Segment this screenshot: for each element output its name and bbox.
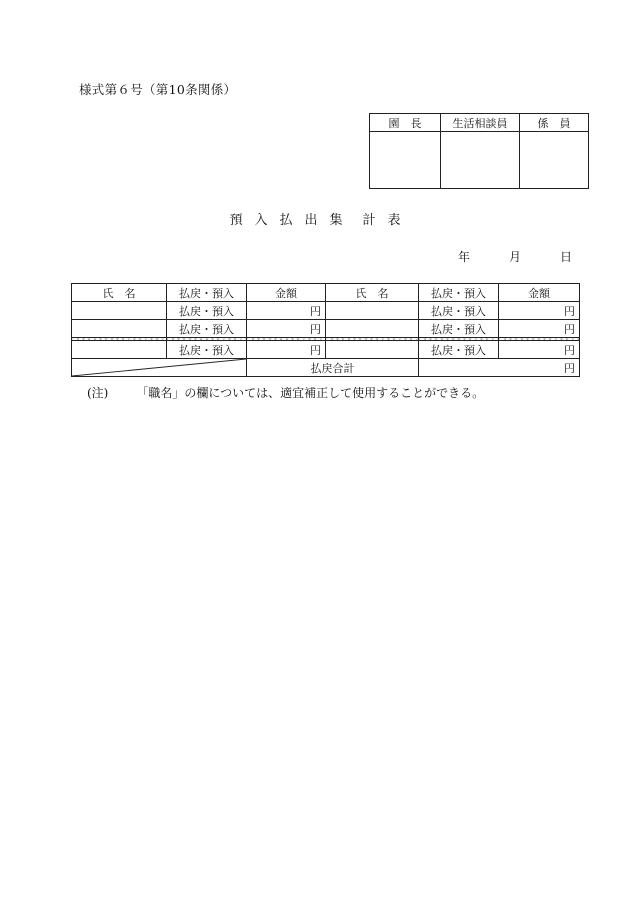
name-cell-left[interactable] [72,341,167,359]
total-label: 払戻合計 [247,359,419,377]
amount-cell-right[interactable]: 円 [499,320,580,338]
approval-box-staff[interactable] [520,132,589,189]
footnote-text: 「職名」の欄については、適宜補正して使用することができる。 [136,386,485,400]
footnote-label: (注) [87,386,109,400]
table-row [72,341,580,359]
header-amount-left: 金額 [247,284,326,302]
amount-cell-right[interactable]: 円 [499,302,580,320]
title-char: 払 [279,213,293,228]
diagonal-line [72,359,246,376]
type-cell-right[interactable]: 払戻・預入 [419,302,499,320]
approval-header-director: 園 長 [370,114,441,132]
title-char: 出 [304,213,318,228]
name-cell-right[interactable] [326,341,419,359]
table-row [72,302,580,320]
type-cell-right[interactable]: 払戻・預入 [419,341,499,359]
header-type-left: 払戻・預入 [167,284,247,302]
title-char: 計 [362,213,376,228]
title-char: 入 [254,213,268,228]
approval-box-counselor[interactable] [441,132,520,189]
title-char: 表 [387,213,401,228]
type-cell-left[interactable]: 払戻・預入 [167,320,247,338]
total-amount[interactable]: 円 [419,359,580,377]
approval-header-counselor: 生活相談員 [441,114,520,132]
amount-cell-right[interactable]: 円 [499,341,580,359]
amount-cell-left[interactable]: 円 [247,302,326,320]
form-number: 様式第６号（第10条関係） [79,82,237,97]
amount-cell-left[interactable]: 円 [247,320,326,338]
total-empty-diagonal [72,359,247,377]
table-header-row [72,284,580,302]
table-row [72,320,580,338]
header-name-right: 氏 名 [326,284,419,302]
total-row [72,359,580,377]
header-type-right: 払戻・預入 [419,284,499,302]
document-title [0,209,630,228]
type-cell-right[interactable]: 払戻・預入 [419,320,499,338]
type-cell-left[interactable]: 払戻・預入 [167,302,247,320]
name-cell-left[interactable] [72,302,167,320]
title-char: 集 [329,213,343,228]
approval-stamp-table [369,113,589,189]
date-month-label: 月 [509,250,522,264]
name-cell-right[interactable] [326,302,419,320]
date-day-label: 日 [560,250,573,264]
date-year-label: 年 [458,250,471,264]
footnote [87,384,484,401]
ledger-table [71,283,580,377]
title-char: 預 [229,213,243,228]
approval-box-director[interactable] [370,132,441,189]
name-cell-left[interactable] [72,320,167,338]
amount-cell-left[interactable]: 円 [247,341,326,359]
approval-header-staff: 係 員 [520,114,589,132]
header-amount-right: 金額 [499,284,580,302]
type-cell-left[interactable]: 払戻・預入 [167,341,247,359]
name-cell-right[interactable] [326,320,419,338]
header-name-left: 氏 名 [72,284,167,302]
